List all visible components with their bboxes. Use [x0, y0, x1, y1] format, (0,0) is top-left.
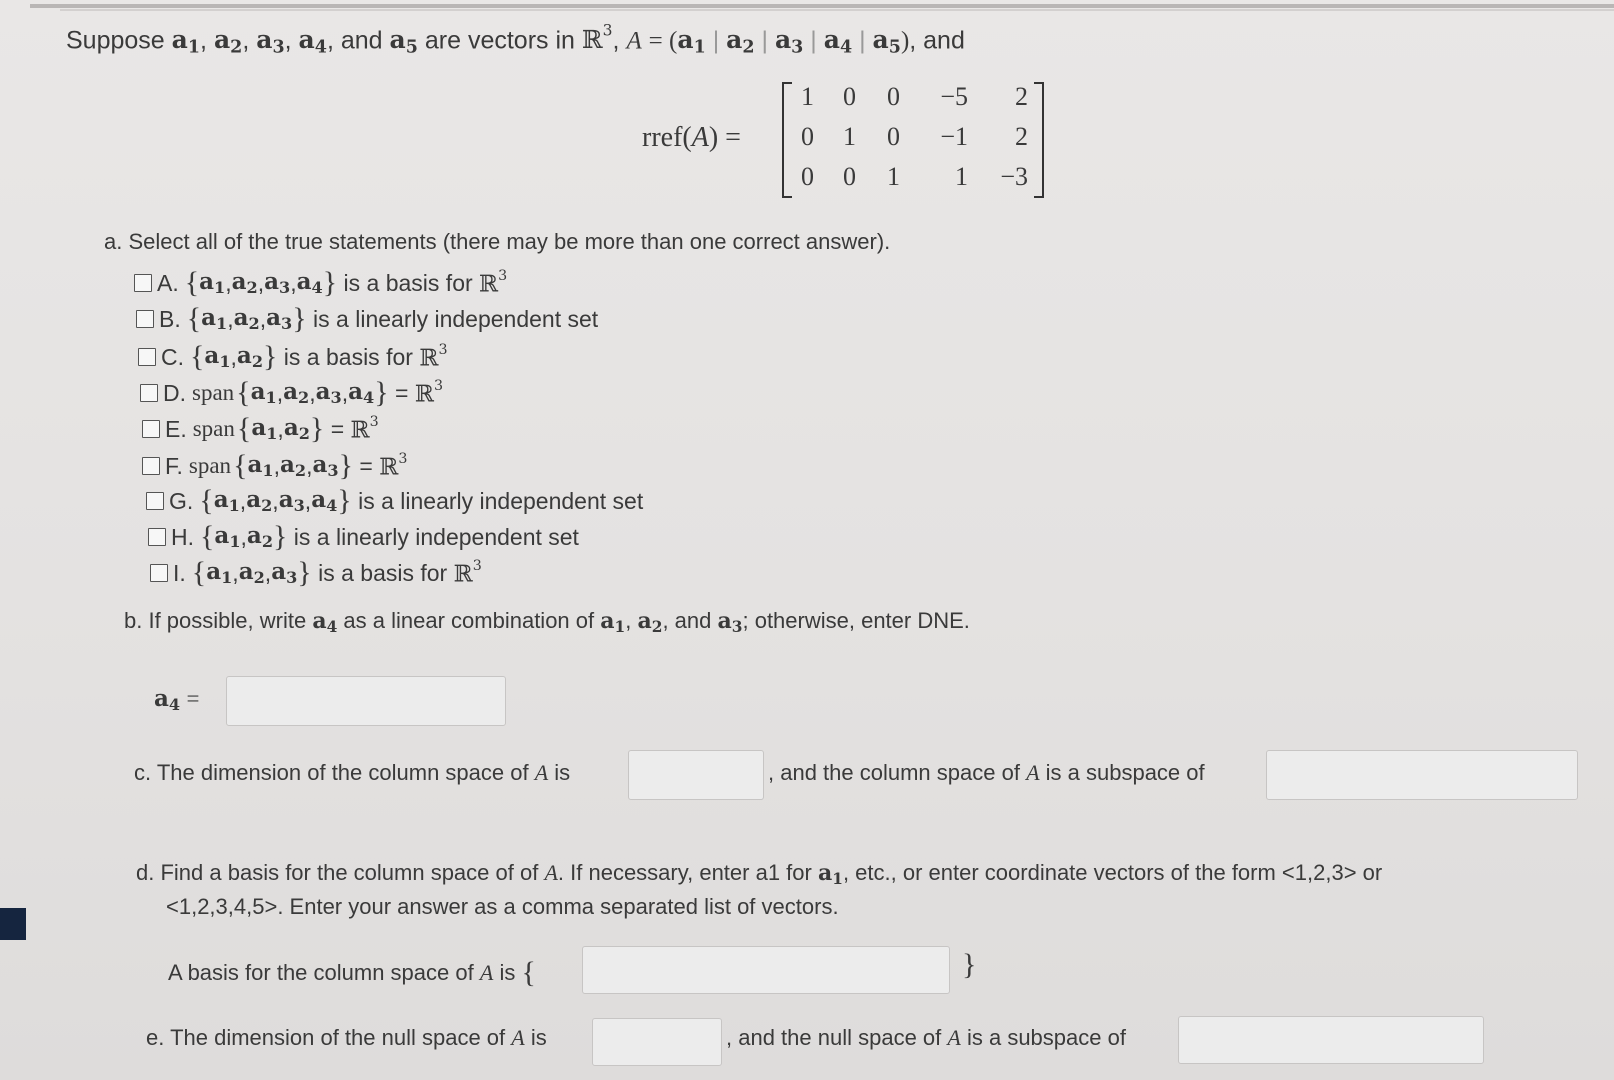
rref-label: rref(A) =	[642, 122, 741, 153]
checkbox[interactable]	[142, 420, 160, 438]
option-text: is a basis for	[311, 559, 454, 586]
span-label: span	[192, 380, 235, 405]
matrix-cell: 2	[1015, 122, 1028, 151]
option-letter: H.	[171, 523, 194, 550]
checkbox[interactable]	[146, 492, 164, 510]
option-i[interactable]: I. { $a_1$ , $a_2$ , $a_3$ } is a basis for ℝ$^3$	[150, 556, 482, 590]
checkbox[interactable]	[136, 310, 154, 328]
option-h[interactable]: H. { $a_1$ , $a_2$ } is a linearly independent set	[148, 520, 579, 554]
matrix-cell: −1	[940, 122, 968, 151]
close-brace: }	[962, 948, 977, 981]
matrix-cell: −5	[940, 82, 968, 111]
option-letter: E.	[165, 415, 187, 442]
matrix-cell: 0	[801, 122, 814, 151]
option-text: is a linearly independent set	[287, 523, 579, 550]
option-letter: G.	[169, 487, 194, 514]
part-c-text1: c. The dimension of the column space of A is	[134, 760, 571, 785]
option-text: =	[324, 415, 351, 442]
matrix-cell: 0	[887, 82, 900, 111]
option-b[interactable]: B. { $a_1$ , $a_2$ , $a_3$ } is a linearly independent set	[136, 302, 598, 336]
option-e[interactable]: E. span { $a_1$ , $a_2$ } = ℝ$^3$	[142, 412, 379, 446]
option-letter: C.	[161, 343, 184, 370]
checkbox[interactable]	[140, 384, 158, 402]
checkbox[interactable]	[134, 274, 152, 292]
matrix-cell: 1	[843, 122, 856, 151]
checkbox[interactable]	[138, 348, 156, 366]
option-letter: I.	[173, 559, 186, 586]
matrix-cell: 1	[887, 162, 900, 191]
a4-input[interactable]	[226, 676, 506, 726]
rref-matrix	[782, 80, 1044, 198]
null-space-dimension-input[interactable]	[592, 1018, 722, 1066]
option-text: is a basis for	[337, 269, 480, 296]
r3-symbol: ℝ$^3$	[453, 558, 482, 588]
option-text: is a basis for	[277, 343, 420, 370]
option-text: is a linearly independent set	[306, 305, 599, 332]
matrix-cell: 0	[887, 122, 900, 151]
option-letter: F.	[165, 452, 183, 479]
part-d-line2: <1,2,3,4,5>. Enter your answer as a comma separated list of vectors.	[166, 894, 839, 919]
part-e-text1: e. The dimension of the null space of A is	[146, 1025, 547, 1050]
option-a[interactable]: A. { $a_1$ , $a_2$ , $a_3$ , $a_4$ } is a basis for ℝ$^3$	[134, 266, 507, 300]
right-bracket	[1034, 82, 1044, 198]
r3-symbol: ℝ$^3$	[350, 414, 379, 444]
basis-label: A basis for the column space of A is {	[168, 956, 536, 989]
checkbox[interactable]	[150, 564, 168, 582]
matrix-cell: 1	[955, 162, 968, 191]
top-border-shadow	[60, 9, 1614, 11]
option-text: is a linearly independent set	[351, 487, 644, 514]
basis-input[interactable]	[582, 946, 950, 994]
column-space-dimension-input[interactable]	[628, 750, 764, 800]
part-d-line1: d. Find a basis for the column space of of A. If necessary, enter a1 for $a_1$, etc., or enter coordinate vectors of the form <1,2,3> or	[136, 860, 1383, 888]
span-label: span	[192, 416, 235, 441]
matrix-cell: 0	[843, 82, 856, 111]
option-letter: A.	[157, 269, 179, 296]
problem-intro: Suppose $a_1$, $a_2$, $a_3$, $a_4$, and $a_5$ are vectors in ℝ$^3$, $A = (a_1$ | $a_2$ | $a_3$ | $a_4$ | $a_5$), and	[66, 22, 965, 58]
checkbox[interactable]	[148, 528, 166, 546]
top-border	[30, 4, 1614, 8]
matrix-cell: 1	[801, 82, 814, 111]
option-g[interactable]: G. { $a_1$ , $a_2$ , $a_3$ , $a_4$ } is a linearly independent set	[146, 484, 643, 518]
r3-symbol: ℝ$^3$	[419, 342, 448, 372]
option-letter: B.	[159, 305, 181, 332]
a4-label: $a_4$ =	[154, 685, 200, 715]
matrix-cell: 0	[801, 162, 814, 191]
r3-symbol: ℝ$^3$	[379, 451, 408, 481]
part-c-text2: , and the column space of A is a subspace of	[768, 760, 1205, 785]
option-f[interactable]: F. span { $a_1$ , $a_2$ , $a_3$ } = ℝ$^3$	[142, 449, 407, 483]
option-text: =	[352, 452, 380, 479]
column-space-subspace-input[interactable]	[1266, 750, 1578, 800]
option-text: =	[388, 379, 415, 406]
span-label: span	[188, 453, 232, 478]
checkbox[interactable]	[142, 457, 160, 475]
option-c[interactable]: C. { $a_1$ , $a_2$ } is a basis for ℝ$^3$	[138, 340, 448, 374]
r3-symbol: ℝ$^3$	[479, 268, 508, 298]
side-tab[interactable]	[0, 908, 26, 940]
option-d[interactable]: D. span { $a_1$ , $a_2$ , $a_3$ , $a_4$ } = ℝ$^3$	[140, 376, 443, 410]
matrix-cell: 0	[843, 162, 856, 191]
null-space-subspace-input[interactable]	[1178, 1016, 1484, 1064]
matrix-cell: −3	[1000, 162, 1028, 191]
option-letter: D.	[163, 379, 186, 406]
part-a-prompt: a. Select all of the true statements (there may be more than one correct answer).	[104, 229, 891, 254]
matrix-cell: 2	[1015, 82, 1028, 111]
part-e-text2: , and the null space of A is a subspace of	[726, 1025, 1126, 1050]
r3-symbol: ℝ$^3$	[414, 378, 444, 408]
part-b-prompt: b. If possible, write $a_4$ as a linear combination of $a_1$, $a_2$, and $a_3$; otherwise, enter DNE.	[124, 608, 970, 636]
